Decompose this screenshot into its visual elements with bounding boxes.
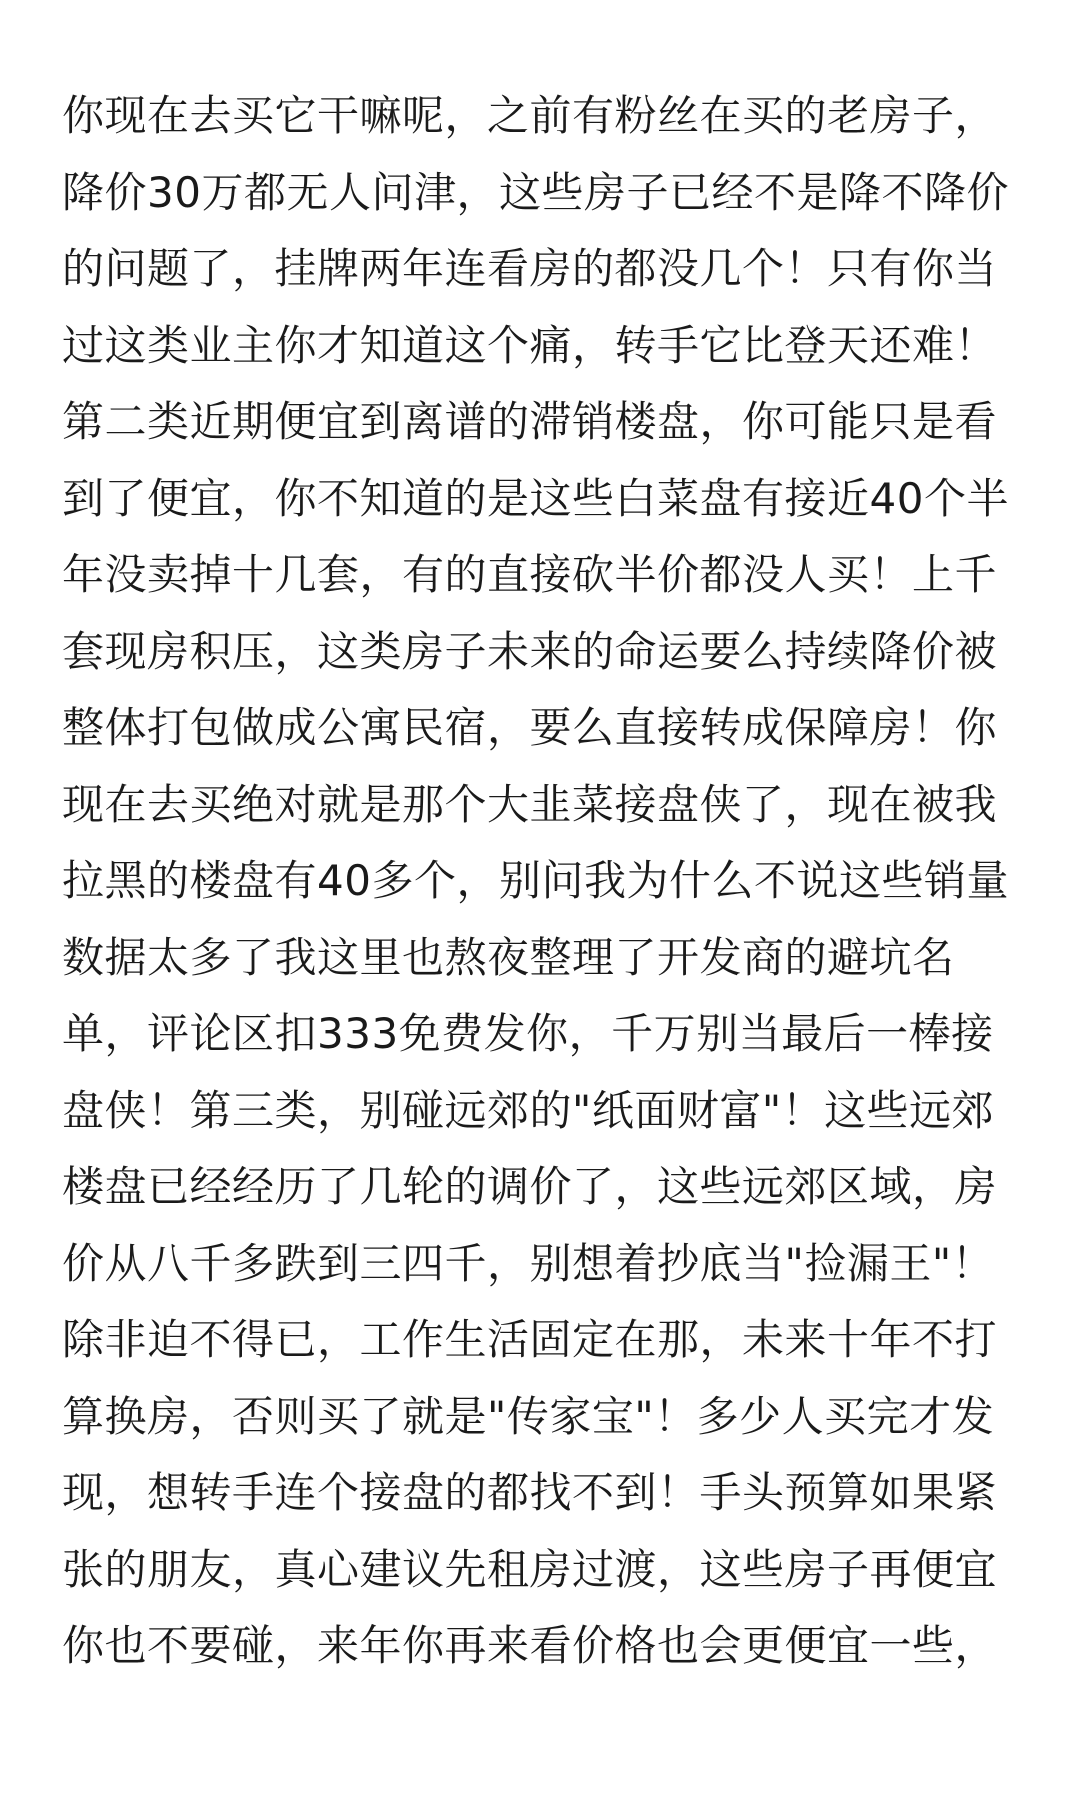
text-line: 现在去买绝对就是那个大韭菜接盘侠了，现在被我 bbox=[62, 779, 998, 829]
text-line: 年没卖掉十几套，有的直接砍半价都没人买！上千 bbox=[62, 550, 998, 599]
text-line: 过这类业主你才知道这个痛，转手它比登天还难！ bbox=[62, 320, 998, 370]
text-line: 现，想转手连个接盘的都找不到！手头预算如果紧 bbox=[62, 1468, 998, 1517]
text-line: 整体打包做成公寓民宿，要么直接转成保障房！你 bbox=[62, 703, 998, 752]
text-line: 的问题了，挂牌两年连看房的都没几个！只有你当 bbox=[62, 244, 998, 293]
text-line: 张的朋友，真心建议先租房过渡，这些房子再便宜 bbox=[62, 1544, 998, 1594]
text-line: 降价30万都无人问津，这些房子已经不是降不降价 bbox=[62, 167, 1009, 217]
text-line: 单，评论区扣333免费发你，千万别当最后一棒接 bbox=[62, 1009, 994, 1058]
text-line: 数据太多了我这里也熬夜整理了开发商的避坑名 bbox=[62, 932, 955, 982]
text-line: 价从八千多跌到三四千，别想着抄底当"捡漏王"！ bbox=[62, 1238, 995, 1288]
text-line: 第二类近期便宜到离谱的滞销楼盘，你可能只是看 bbox=[62, 397, 998, 446]
text-line: 拉黑的楼盘有40多个，别问我为什么不说这些销量 bbox=[62, 856, 1009, 905]
text-line: 算换房，否则买了就是"传家宝"！多少人买完才发 bbox=[62, 1391, 995, 1441]
text-line: 套现房积压，这类房子未来的命运要么持续降价被 bbox=[62, 626, 998, 676]
text-line: 你也不要碰，来年你再来看价格也会更便宜一些， bbox=[62, 1621, 998, 1670]
text-line: 到了便宜，你不知道的是这些白菜盘有接近40个半 bbox=[62, 473, 1009, 523]
text-line: 你现在去买它干嘛呢，之前有粉丝在买的老房子， bbox=[62, 91, 998, 140]
article-body bbox=[62, 78, 1032, 1685]
text-line: 盘侠！第三类，别碰远郊的"纸面财富"！这些远郊 bbox=[62, 1085, 995, 1135]
text-line: 楼盘已经经历了几轮的调价了，这些远郊区域，房 bbox=[62, 1162, 998, 1211]
text-line: 除非迫不得已，工作生活固定在那，未来十年不打 bbox=[62, 1315, 998, 1364]
